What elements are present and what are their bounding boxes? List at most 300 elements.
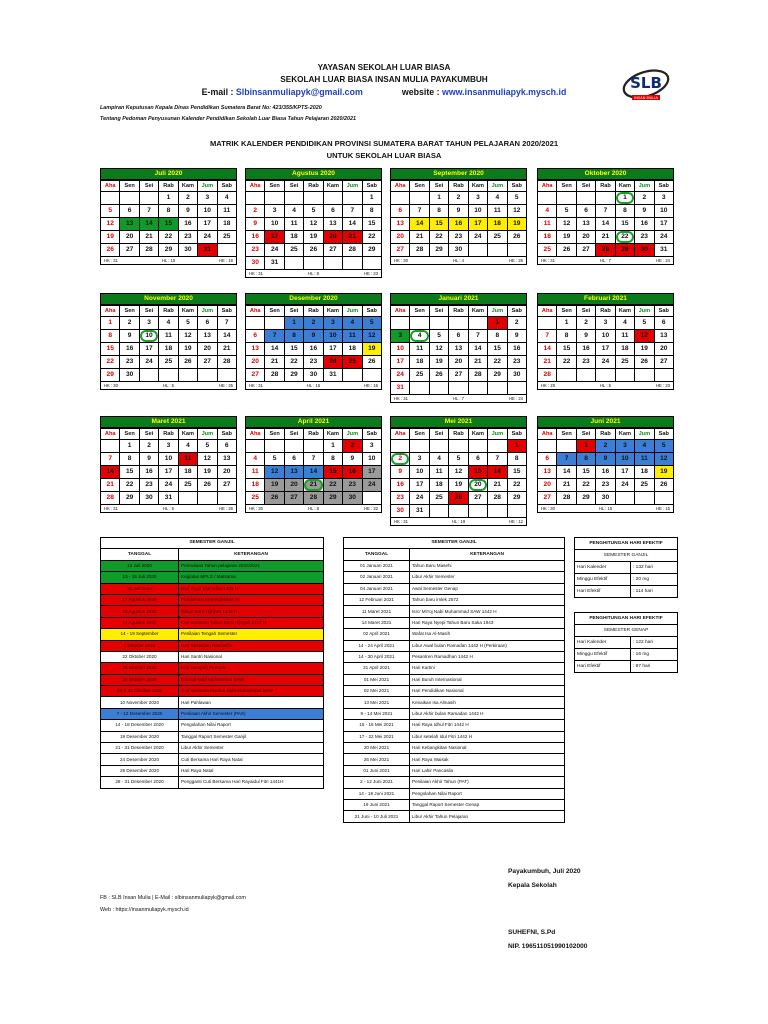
day-cell: 18 (246, 479, 265, 492)
day-cell: 24 (615, 479, 634, 492)
month-calendar (100, 293, 237, 390)
weekday-header: Jum (635, 429, 654, 440)
summary-hl: HL : 15 (598, 506, 613, 511)
day-cell: 25 (615, 356, 634, 369)
day-cell: 23 (343, 479, 362, 492)
weekday-header: Aha (246, 181, 265, 192)
day-cell: 7 (468, 330, 487, 343)
weekday-header: Sei (284, 181, 303, 192)
event-row (344, 799, 565, 810)
event-desc: Libur Akhir Semester (410, 572, 565, 583)
day-cell: 26 (362, 356, 381, 369)
day-cell: 12 (507, 205, 526, 218)
event-row (101, 651, 324, 662)
event-date: 25 Desember 2020 (101, 765, 179, 776)
day-cell: 19 (265, 479, 284, 492)
day-cell: 18 (178, 466, 197, 479)
day-cell: 10 (265, 218, 284, 231)
empty-cell (507, 244, 526, 257)
weekday-header: Rab (304, 429, 323, 440)
weekday-header: Jum (198, 181, 217, 192)
day-cell: 21 (265, 356, 284, 369)
summary-hl: HL : 15 (306, 383, 321, 388)
ganjil-col-desc: KETERANGAN (179, 549, 324, 560)
weekday-header: Aha (246, 306, 265, 317)
weekday-header: Jum (198, 429, 217, 440)
day-cell: 16 (120, 343, 139, 356)
day-cell: 14 (468, 343, 487, 356)
day-cell: 4 (488, 192, 507, 205)
day-cell: 24 (410, 492, 429, 505)
event-date: 04 Januari 2021 (344, 583, 410, 594)
event-date: 02 Mei 2021 (344, 686, 410, 697)
day-cell: 11 (538, 218, 557, 231)
summary-hl: HL : 5 (162, 383, 175, 388)
day-cell: 22 (507, 479, 526, 492)
event-row (101, 663, 324, 674)
day-cell: 17 (362, 466, 381, 479)
empty-cell (101, 192, 120, 205)
website-link[interactable]: www.insanmuliapyk.mysch.id (441, 87, 567, 97)
day-cell: 4 (178, 440, 197, 453)
effective-value: : 114 hari (631, 586, 678, 598)
day-cell: 17 (410, 479, 429, 492)
day-cell: 31 (265, 257, 284, 270)
event-date: 15 - 16 Mei 2021 (344, 720, 410, 731)
day-cell: 27 (576, 244, 595, 257)
weekday-header: Kam (468, 429, 487, 440)
empty-cell (429, 382, 448, 395)
day-cell: 20 (246, 356, 265, 369)
month-days-table (245, 305, 382, 382)
weekday-header: Sen (265, 306, 284, 317)
day-cell: 29 (159, 244, 178, 257)
weekday-header: Jum (343, 181, 362, 192)
eff2-title: PENGHITUNGAN HARI EFEKTIF (575, 613, 678, 625)
event-date: 28 Oktober 2020 (101, 663, 179, 674)
day-cell: 13 (323, 218, 342, 231)
day-cell: 28 (139, 244, 158, 257)
event-date: 19 Juni 2021 (344, 799, 410, 810)
day-cell: 3 (159, 440, 178, 453)
day-cell: 4 (538, 205, 557, 218)
event-desc: Kegiatan MPLS / Matsama (179, 572, 324, 583)
event-row (101, 743, 324, 754)
summary-hl: HL : 19 (451, 519, 466, 524)
day-cell: 27 (538, 492, 557, 505)
empty-cell (391, 192, 410, 205)
day-cell: 26 (429, 369, 448, 382)
day-cell: 31 (391, 382, 410, 395)
weekday-header: Sen (410, 181, 429, 192)
month-days-table (390, 305, 527, 395)
empty-cell (362, 492, 381, 505)
event-desc: Hari Raya Idul Adha 1441 H (179, 583, 324, 594)
day-cell: 12 (198, 453, 217, 466)
day-cell: 18 (284, 231, 303, 244)
day-cell: 1 (615, 192, 634, 205)
event-row (344, 629, 565, 640)
day-cell: 31 (410, 505, 429, 518)
day-cell: 13 (246, 343, 265, 356)
effective-row (575, 586, 678, 598)
day-cell: 1 (557, 317, 576, 330)
day-cell: 19 (362, 343, 381, 356)
day-cell: 3 (323, 317, 342, 330)
day-cell: 20 (468, 479, 487, 492)
day-cell: 25 (159, 356, 178, 369)
day-cell: 24 (139, 356, 158, 369)
weekday-header: Jum (488, 429, 507, 440)
day-cell: 10 (323, 330, 342, 343)
day-cell: 20 (323, 231, 342, 244)
day-cell: 15 (159, 218, 178, 231)
event-desc: Hari Kebangkitan Nasional (410, 743, 565, 754)
day-cell: 30 (507, 369, 526, 382)
empty-cell (284, 440, 303, 453)
month-days-table (390, 180, 527, 257)
day-cell: 25 (178, 479, 197, 492)
day-cell: 5 (265, 453, 284, 466)
event-date: 19 Desember 2020 (101, 731, 179, 742)
day-cell: 15 (507, 466, 526, 479)
day-cell: 7 (265, 330, 284, 343)
day-cell: 16 (391, 479, 410, 492)
weekday-header: Sei (139, 181, 158, 192)
day-cell: 27 (246, 369, 265, 382)
event-date: 29 Oktober 2020 (101, 674, 179, 685)
day-cell: 22 (615, 231, 634, 244)
day-cell: 26 (507, 231, 526, 244)
day-cell: 9 (596, 453, 615, 466)
day-cell: 22 (159, 231, 178, 244)
event-row (344, 617, 565, 628)
event-desc: Libur Akhir bulan Ramadan 1442 H (410, 708, 565, 719)
summary-hl: HL : 8 (307, 506, 320, 511)
day-cell: 9 (139, 453, 158, 466)
day-cell: 19 (557, 231, 576, 244)
weekday-header: Sab (654, 429, 673, 440)
day-cell: 20 (654, 343, 673, 356)
month-calendar (100, 416, 237, 513)
day-cell: 8 (615, 205, 634, 218)
event-desc: Libur Akhir Semester (179, 743, 324, 754)
day-cell: 27 (323, 244, 342, 257)
effective-label: Hari Kalender (575, 562, 631, 574)
day-cell: 14 (343, 218, 362, 231)
weekday-header: Sab (507, 306, 526, 317)
empty-cell (557, 440, 576, 453)
event-desc: Libur setelah Idul Fitri 1442 H (410, 731, 565, 742)
day-cell: 23 (576, 356, 595, 369)
day-cell: 12 (557, 218, 576, 231)
day-cell: 11 (410, 343, 429, 356)
effective-days-genap (574, 612, 678, 673)
day-cell: 8 (101, 330, 120, 343)
event-row (344, 594, 565, 605)
effective-value: : 20 mg (631, 574, 678, 586)
event-desc: Hari Raya Natal (179, 765, 324, 776)
day-cell: 9 (635, 205, 654, 218)
month-days-table (245, 180, 382, 270)
day-cell: 22 (429, 231, 448, 244)
day-cell: 30 (596, 492, 615, 505)
weekday-header: Aha (391, 181, 410, 192)
event-row (101, 720, 324, 731)
weekday-header: Jum (488, 181, 507, 192)
event-desc: Penilaian Akhir Tahun (PAT) (410, 777, 565, 788)
weekday-header: Sei (429, 306, 448, 317)
day-cell: 5 (635, 317, 654, 330)
empty-cell (449, 317, 468, 330)
day-cell: 23 (507, 356, 526, 369)
day-cell: 28 (304, 492, 323, 505)
summary-hk: HK : 30 (249, 506, 263, 511)
weekday-header: Kam (468, 306, 487, 317)
empty-cell (449, 505, 468, 518)
day-cell: 7 (596, 205, 615, 218)
event-row (344, 754, 565, 765)
event-row (101, 629, 324, 640)
day-cell: 24 (468, 231, 487, 244)
event-desc: Cuti Bersama Hari Raya Natal (179, 754, 324, 765)
day-cell: 15 (429, 218, 448, 231)
day-cell: 25 (635, 479, 654, 492)
day-cell: 14 (265, 343, 284, 356)
event-desc: Hari Raya Nyepi Tahun Baru Saka 1943 (410, 617, 565, 628)
day-cell: 13 (391, 218, 410, 231)
day-cell: 2 (343, 440, 362, 453)
day-cell: 26 (101, 244, 120, 257)
empty-cell (429, 317, 448, 330)
summary-he: HE : 16 (219, 258, 233, 263)
day-cell: 9 (576, 330, 595, 343)
event-desc: Tanggal Raport Semester Ganjil (179, 731, 324, 742)
day-cell: 2 (178, 192, 197, 205)
empty-cell (246, 440, 265, 453)
day-cell: 5 (557, 205, 576, 218)
summary-hl: HL : 7 (452, 396, 465, 401)
day-cell: 3 (654, 192, 673, 205)
day-cell: 21 (410, 231, 429, 244)
day-cell: 17 (615, 466, 634, 479)
month-title: Februari 2021 (537, 293, 674, 305)
day-cell: 10 (198, 205, 217, 218)
day-cell: 21 (538, 356, 557, 369)
effective-row (575, 649, 678, 661)
weekday-header: Kam (615, 181, 634, 192)
day-cell: 6 (654, 317, 673, 330)
day-cell: 3 (615, 440, 634, 453)
day-cell: 5 (362, 317, 381, 330)
event-date: 7 - 12 Desember 2020 (101, 708, 179, 719)
day-cell: 31 (198, 244, 217, 257)
effective-label: Hari Efektif (575, 586, 631, 598)
event-date: 13 Mei 2021 (344, 697, 410, 708)
empty-cell (576, 369, 595, 382)
day-cell: 6 (449, 330, 468, 343)
day-cell: 16 (343, 466, 362, 479)
month-summary (100, 505, 237, 513)
day-cell: 27 (654, 356, 673, 369)
event-date: 12 Februari 2021 (344, 594, 410, 605)
summary-hk: HK : 31 (249, 271, 263, 276)
day-cell: 31 (654, 244, 673, 257)
month-days-table (537, 428, 674, 505)
contact-fb-email: FB : SLB Insan Mulia | E-Mail : slbinsanmuliapyk@gmail.com (100, 895, 246, 901)
day-cell: 5 (654, 440, 673, 453)
email-link[interactable]: Slbinsanmuliapyk@gmail.com (235, 87, 363, 97)
day-cell: 21 (596, 231, 615, 244)
day-cell: 2 (596, 440, 615, 453)
event-date: 21 Agustus 2020 (101, 617, 179, 628)
day-cell: 3 (198, 192, 217, 205)
day-cell: 7 (217, 317, 236, 330)
weekday-header: Kam (323, 429, 342, 440)
day-cell: 27 (217, 479, 236, 492)
month-title: Desember 2020 (245, 293, 382, 305)
day-cell: 5 (178, 317, 197, 330)
day-cell: 16 (596, 466, 615, 479)
empty-cell (265, 317, 284, 330)
event-date: 02 April 2021 (344, 629, 410, 640)
day-cell: 15 (323, 466, 342, 479)
weekday-header: Sab (507, 429, 526, 440)
day-cell: 22 (284, 356, 303, 369)
event-date: 20 Mei 2021 (344, 743, 410, 754)
day-cell: 11 (246, 466, 265, 479)
month-summary (100, 257, 237, 265)
day-cell: 30 (246, 257, 265, 270)
genap-col-date: TANGGAL (344, 549, 410, 560)
empty-cell (304, 257, 323, 270)
month-calendar (245, 168, 382, 278)
day-cell: 22 (488, 356, 507, 369)
summary-hk: HK : 31 (104, 258, 118, 263)
summary-hk: HK : 30 (104, 383, 118, 388)
day-cell: 17 (198, 218, 217, 231)
day-cell: 12 (101, 218, 120, 231)
day-cell: 20 (576, 231, 595, 244)
day-cell: 17 (654, 218, 673, 231)
empty-cell (449, 382, 468, 395)
event-date: 14 - 18 Desember 2020 (101, 720, 179, 731)
day-cell: 8 (284, 330, 303, 343)
day-cell: 10 (596, 330, 615, 343)
weekday-header: Sei (139, 429, 158, 440)
day-cell: 23 (178, 231, 197, 244)
day-cell: 20 (391, 231, 410, 244)
weekday-header: Sab (507, 181, 526, 192)
event-row (344, 560, 565, 571)
weekday-header: Kam (178, 429, 197, 440)
event-row (344, 663, 565, 674)
day-cell: 5 (507, 192, 526, 205)
weekday-header: Sei (429, 181, 448, 192)
month-title: Oktober 2020 (537, 168, 674, 180)
day-cell: 4 (246, 453, 265, 466)
empty-cell (635, 492, 654, 505)
event-date: 26 Mei 2021 (344, 754, 410, 765)
day-cell: 7 (557, 453, 576, 466)
empty-cell (468, 317, 487, 330)
weekday-header: Sab (362, 429, 381, 440)
event-desc: Pesantren Ramadhan 1442 H (410, 651, 565, 662)
weekday-header: Sen (557, 181, 576, 192)
day-cell: 9 (178, 205, 197, 218)
empty-cell (410, 317, 429, 330)
event-date: 20 Agustus 2020 (101, 606, 179, 617)
day-cell: 20 (449, 356, 468, 369)
day-cell: 11 (178, 453, 197, 466)
empty-cell (139, 369, 158, 382)
empty-cell (468, 505, 487, 518)
weekday-header: Jum (343, 306, 362, 317)
day-cell: 26 (449, 492, 468, 505)
day-cell: 29 (488, 369, 507, 382)
event-date: 9 - 14 Mei 2021 (344, 708, 410, 719)
month-summary (100, 382, 237, 390)
month-summary (537, 505, 674, 513)
day-cell: 29 (120, 492, 139, 505)
day-cell: 18 (538, 231, 557, 244)
day-cell: 12 (265, 466, 284, 479)
day-cell: 16 (449, 218, 468, 231)
day-cell: 26 (178, 356, 197, 369)
sign-role: Kepala Sekolah (508, 882, 557, 889)
day-cell: 30 (391, 505, 410, 518)
day-cell: 7 (139, 205, 158, 218)
day-cell: 3 (596, 317, 615, 330)
event-row (344, 777, 565, 788)
day-cell: 23 (120, 356, 139, 369)
weekday-header: Sab (362, 181, 381, 192)
eff1-sub: SEMESTER GANJIL (575, 550, 678, 562)
empty-cell (488, 505, 507, 518)
effective-value: : 87 hari (631, 661, 678, 673)
event-desc: Cuti Bersama Tahun Baru Hijriyah 1442 H (179, 617, 324, 628)
day-cell: 28 (488, 492, 507, 505)
event-date: 02 Januari 2021 (344, 572, 410, 583)
day-cell: 31 (323, 369, 342, 382)
event-row (344, 697, 565, 708)
summary-he: HE : 23 (656, 383, 670, 388)
day-cell: 29 (429, 244, 448, 257)
day-cell: 28 (410, 244, 429, 257)
event-row (344, 651, 565, 662)
empty-cell (538, 317, 557, 330)
decree-line-2: Tentang Pedoman Penyusunan Kalender Pendidikan Sekolah Luar Biasa Tahun Pelajaran 2020/2021 (100, 116, 357, 122)
weekday-header: Sei (576, 429, 595, 440)
day-cell: 2 (139, 440, 158, 453)
empty-cell (449, 440, 468, 453)
summary-he: HE : 25 (219, 383, 233, 388)
empty-cell (217, 369, 236, 382)
weekday-header: Sab (654, 306, 673, 317)
empty-cell (323, 192, 342, 205)
event-row (344, 731, 565, 742)
summary-hk: HK : 31 (394, 396, 408, 401)
day-cell: 7 (343, 205, 362, 218)
school-name: SEKOLAH LUAR BIASA INSAN MULIA PAYAKUMBUH (280, 75, 488, 84)
empty-cell (178, 369, 197, 382)
weekday-header: Rab (449, 429, 468, 440)
effective-row (575, 574, 678, 586)
day-cell: 16 (507, 343, 526, 356)
day-cell: 10 (159, 453, 178, 466)
event-row (344, 583, 565, 594)
day-cell: 5 (304, 205, 323, 218)
